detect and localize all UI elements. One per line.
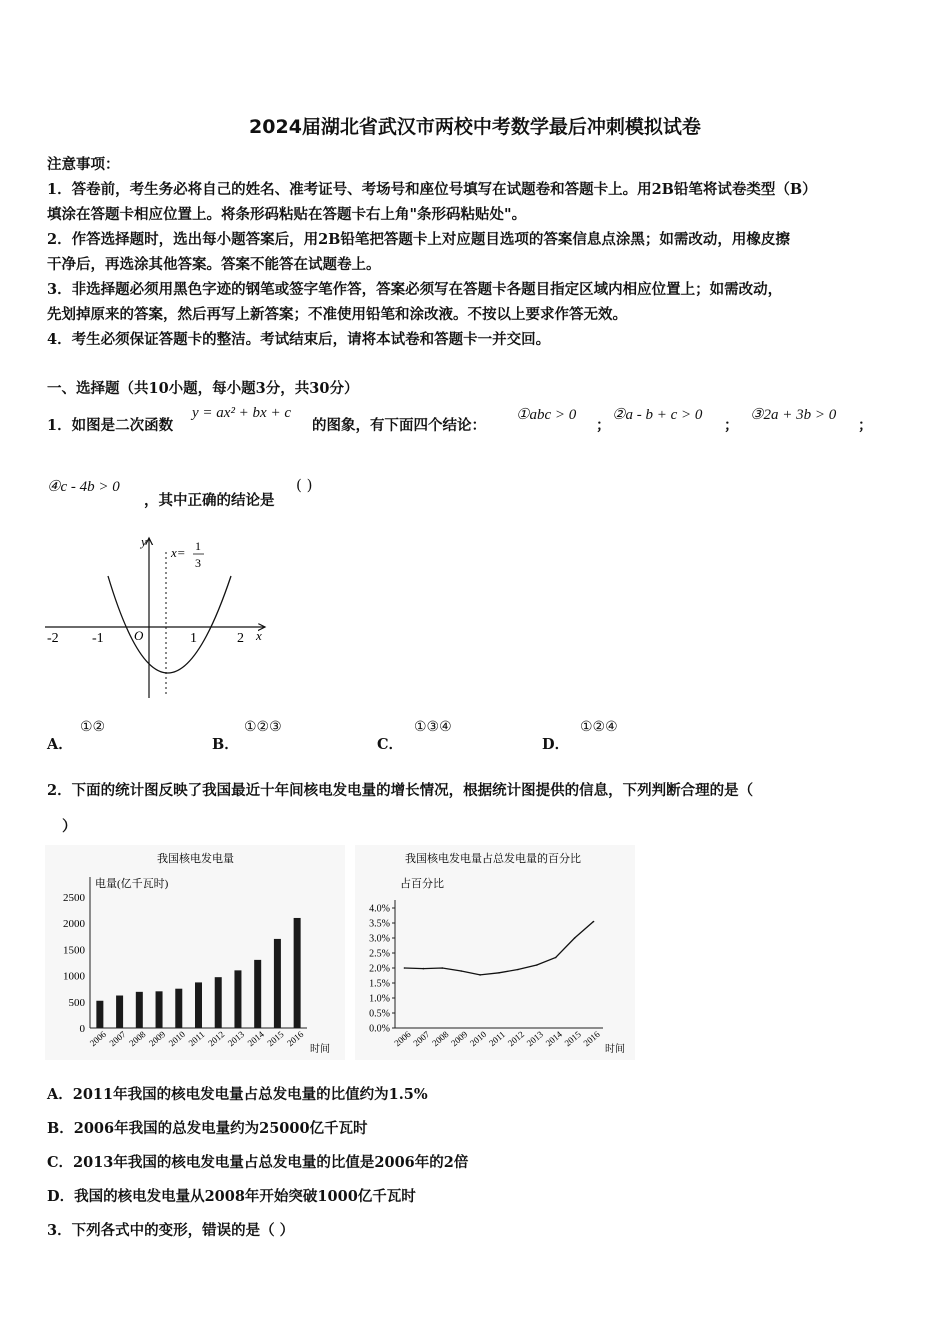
q1-sep: ； [596,417,611,434]
bar-x-tick-label: 2008 [127,1029,148,1049]
bar-x-tick-label: 2016 [285,1029,306,1049]
notice-line: 1．答卷前，考生务必将自己的姓名、准考证号、考场号和座位号填写在试题卷和答题卡上。用2B铅笔将试卷类型（B） [47,181,817,198]
bar-y-tick-label: 0 [79,1023,85,1035]
line-x-tick-label: 2011 [487,1029,508,1049]
line-y-tick-label: 0.0% [369,1023,390,1035]
q1-suffix: ，其中正确的结论是 [144,492,275,509]
line-point-2015 [574,937,576,939]
line-y-tick-label: 4.0% [369,903,390,915]
axis-y-label: y [141,534,147,549]
nuclear-power-bar-chart [45,845,345,1060]
bar-y-tick-label: 2000 [63,918,85,931]
symmetry-label: x= [171,545,186,560]
bar-2014 [254,960,261,1028]
parabola-graph [40,530,280,705]
notice-line: 4．考生必须保证答题卡的整洁。考试结束后，请将本试卷和答题卡一并交回。 [47,331,551,348]
q1-prefix: 1．如图是二次函数 [47,417,174,434]
q1-conclusion-4: ④c - 4b > 0 [47,479,120,495]
section-heading: 一、选择题（共10小题，每小题3分，共30分） [47,380,359,397]
bar-2009 [156,991,163,1028]
line-point-2008 [441,967,443,969]
tick-label: 2 [237,631,244,646]
option-letter-c: C． [377,736,404,753]
line-point-2012 [517,969,519,971]
bar-chart-ylabel: 电量(亿千瓦时) [95,878,169,890]
bar-2010 [175,989,182,1028]
line-point-2014 [555,957,557,959]
option-value-c: ①③④ [414,719,452,735]
line-x-tick-label: 2007 [411,1029,432,1049]
bar-x-tick-label: 2014 [245,1029,266,1049]
option-letter-a: A． [47,736,73,753]
option-value-a: ①② [80,719,106,735]
line-x-tick-label: 2010 [468,1029,489,1049]
q1-conclusion-2: ②a - b + c > 0 [612,407,703,423]
line-x-tick-label: 2013 [524,1029,545,1049]
symmetry-denominator: 3 [195,556,201,570]
line-point-2010 [479,974,481,976]
q1-mid: 的图象，有下面四个结论： [312,417,486,434]
bar-2011 [195,982,202,1028]
bar-2016 [294,918,301,1028]
line-x-tick-label: 2012 [505,1029,527,1049]
bar-y-tick-label: 500 [68,996,85,1009]
q2-option-b: B．2006年我国的总发电量约为25000亿千瓦时 [47,1120,368,1137]
bar-2012 [215,977,222,1028]
bar-y-tick-label: 1500 [63,944,85,957]
tick-label: 1 [190,631,197,646]
option-letter-b: B． [212,736,239,753]
q2-close: ） [62,818,77,835]
line-chart-ylabel: 占百分比 [400,878,444,890]
notice-line: 干净后，再选涂其他答案。答案不能答在试题卷上。 [47,256,381,273]
notice-line: 填涂在答题卡相应位置上。将条形码粘贴在答题卡右上角"条形码粘贴处"。 [47,206,527,223]
q1-conclusion-1: ①abc > 0 [516,407,577,423]
q1-answer-paren: ( ) [296,476,313,494]
bar-y-tick-label: 1000 [63,970,85,983]
line-point-2013 [536,964,538,966]
line-chart-xlabel: 时间 [605,1044,625,1055]
notice-heading: 注意事项： [47,156,120,173]
line-y-tick-label: 3.5% [369,918,390,930]
parabola-curve [108,576,231,673]
line-point-2009 [460,970,462,972]
line-chart-title: 我国核电发电量占总发电量的百分比 [405,853,581,865]
line-y-tick-label: 1.5% [369,978,390,990]
q2-option-a: A．2011年我国的核电发电量占总发电量的比值约为1.5% [47,1086,428,1103]
line-y-tick-label: 2.5% [369,948,390,960]
line-point-2007 [423,968,425,970]
notice-line: 2．作答选择题时，选出每小题答案后，用2B铅笔把答题卡上对应题目选项的答案信息点涂黑；如需改动，用橡皮擦 [47,231,790,248]
q2-text: 2．下面的统计图反映了我国最近十年间核电发电量的增长情况，根据统计图提供的信息，下列判断合理的是（ [47,782,754,799]
q2-option-c: C．2013年我国的核电发电量占总发电量的比值是2006年的2倍 [47,1154,469,1171]
bar-x-tick-label: 2009 [147,1029,168,1049]
line-point-2011 [498,972,500,974]
line-x-tick-label: 2008 [430,1029,451,1049]
bar-2008 [136,992,143,1028]
page-title: 2024届湖北省武汉市两校中考数学最后冲刺模拟试卷 [249,116,701,138]
bar-x-tick-label: 2012 [206,1029,227,1049]
notice-line: 3．非选择题必须用黑色字迹的钢笔或签字笔作答，答案必须写在答题卡各题目指定区域内相应位置上；如需改动， [47,281,783,298]
bar-2007 [116,996,123,1028]
line-y-tick-label: 2.0% [369,963,390,975]
tick-label: -2 [47,631,59,646]
q1-sep: ； [858,417,873,434]
bar-x-tick-label: 2011 [186,1029,207,1049]
option-value-b: ①②③ [244,719,282,735]
symmetry-numerator: 1 [195,539,201,553]
option-value-d: ①②④ [580,719,618,735]
bar-x-tick-label: 2013 [225,1029,247,1049]
line-y-tick-label: 3.0% [369,933,390,945]
bar-x-tick-label: 2007 [107,1029,128,1049]
line-x-tick-label: 2016 [581,1029,602,1049]
bar-2013 [234,970,241,1028]
q1-conclusion-3: ③2a + 3b > 0 [750,407,837,423]
line-point-2016 [593,921,595,923]
axis-x-label: x [256,628,262,643]
option-letter-d: D． [542,736,570,753]
bar-2015 [274,939,281,1028]
bar-chart-xlabel: 时间 [310,1044,330,1055]
line-x-tick-label: 2009 [449,1029,470,1049]
q2-option-d: D．我国的核电发电量从2008年开始突破1000亿千瓦时 [47,1188,416,1205]
bar-x-tick-label: 2010 [166,1029,187,1049]
notice-line: 先划掉原来的答案，然后再写上新答案；不准使用铅笔和涂改液。不按以上要求作答无效。 [47,306,627,323]
bar-x-tick-label: 2015 [265,1029,286,1049]
bar-chart-title: 我国核电发电量 [157,853,234,865]
tick-label: -1 [92,631,104,646]
q1-sep: ； [724,417,739,434]
bar-2006 [96,1001,103,1028]
line-y-tick-label: 1.0% [369,993,390,1005]
line-point-2006 [404,967,406,969]
line-x-tick-label: 2006 [392,1029,413,1049]
q1-function: y = ax² + bx + c [192,405,291,421]
line-x-tick-label: 2014 [543,1029,564,1049]
origin-label: O [134,628,144,643]
line-y-tick-label: 0.5% [369,1008,390,1020]
line-x-tick-label: 2015 [562,1029,583,1049]
nuclear-share-line-chart [355,845,635,1060]
bar-x-tick-label: 2006 [87,1029,109,1049]
bar-y-tick-label: 2500 [63,892,85,904]
q3-text: 3．下列各式中的变形，错误的是（ ） [47,1222,295,1239]
